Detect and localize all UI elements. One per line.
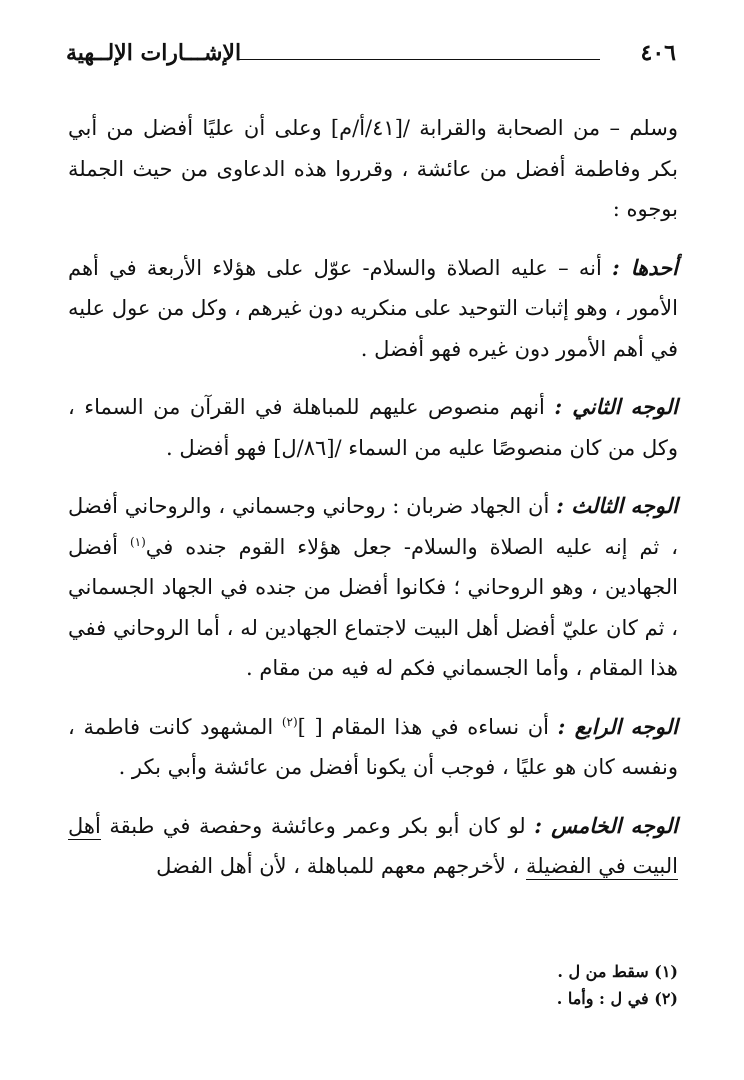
page-header: [66, 38, 676, 78]
footnote-2: (٢) في ل : وأما .: [556, 989, 678, 1008]
body-text: [68, 108, 678, 887]
paragraph-lead: الوجه الثاني :: [554, 394, 678, 419]
paragraph-text: وسلم – من الصحابة والقرابة /[٤١/أ/م] وعلى أن عليًا أفضل من أبي بكر وفاطمة أفضل من عائشة ، وقرروا هذه الدعاوى من حيث الجملة بوجوه :: [68, 116, 678, 221]
footnote-1: (١) سقط من ل .: [557, 962, 678, 981]
underlined-phrase: أهل البيت في الفضيلة: [68, 813, 678, 878]
running-title: الإشـــارات الإلــهية: [66, 40, 242, 66]
footnote-marker: (١): [129, 534, 146, 549]
paragraph-third-aspect: [68, 486, 678, 689]
paragraph-second-aspect: [68, 387, 678, 468]
paragraph-intro: [68, 108, 678, 230]
paragraph-lead: الوجه الخامس :: [534, 812, 679, 838]
footnotes: [68, 958, 678, 1012]
paragraph-text: أنه – عليه الصلاة والسلام- عوّل على هؤلاء الأربعة في أهم الأمور ، وهو إثبات التوحيد على منكريه دون غيرهم ، وكل من عول عليه في أهم الأمور دون غيره فهو أفضل .: [68, 255, 678, 361]
paragraph-text: أفضل الجهادين ، وهو الروحاني ؛ فكانوا أفضل من جنده في الجهاد الجسماني ، ثم كان عليّ أفضل أهل البيت لاجتماع الجهادين له ، أما الروحاني ففي هذا المقام ، وأما الجسماني فكم له فيه من مقام .: [68, 534, 678, 680]
paragraph-text: المشهود كانت فاطمة ، ونفسه كان هو عليًا ، فوجب أن يكونا أفضل من عائشة وأبي بكر .: [68, 714, 678, 779]
page-number: ٤٠٦: [640, 40, 676, 66]
paragraph-text: لو كان أبو بكر وعمر وعائشة وحفصة في طبقة: [100, 813, 535, 838]
paragraph-lead: الوجه الثالث :: [556, 493, 679, 518]
paragraph-fifth-aspect: [68, 806, 678, 887]
header-rule: [238, 59, 600, 60]
paragraph-text: أن الجهاد ضربان : روحاني وجسماني ، والروحاني أفضل ، ثم إنه عليه الصلاة والسلام- جعل هؤلاء القوم جنده في: [68, 494, 678, 559]
paragraph-fourth-aspect: [68, 707, 678, 788]
paragraph-text: ، لأخرجهم معهم للمباهلة ، لأن أهل الفضل: [156, 854, 526, 878]
paragraph-first-aspect: [68, 248, 678, 370]
paragraph-text: أنهم منصوص عليهم للمباهلة في القرآن من السماء ، وكل من كان منصوصًا عليه من السماء /[٨٦/ل] فهو أفضل .: [68, 395, 678, 460]
paragraph-lead: أحدها :: [612, 254, 679, 280]
paragraph-lead: الوجه الرابع :: [557, 713, 678, 739]
footnote-marker: (٢): [281, 714, 298, 729]
paragraph-text: أن نساءه في هذا المقام [ ]: [297, 714, 558, 739]
